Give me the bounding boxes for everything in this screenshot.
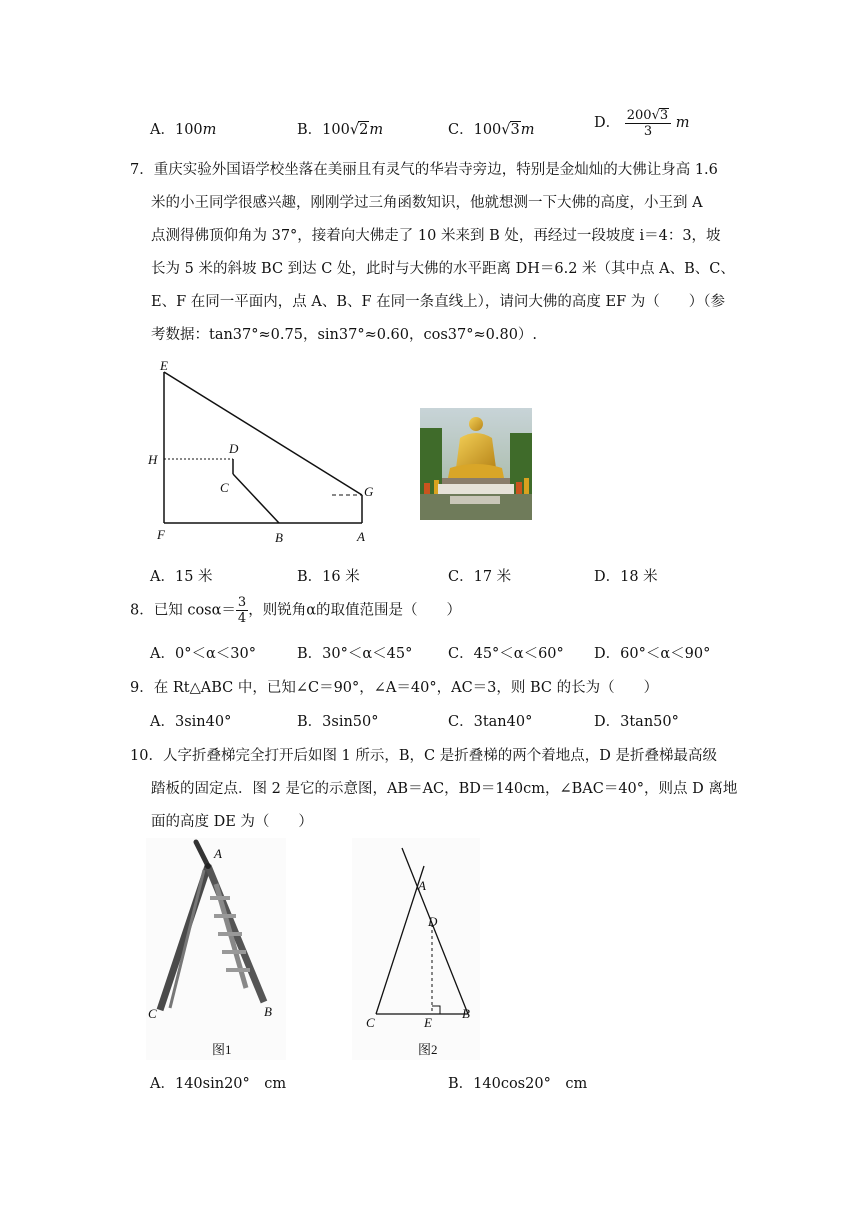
q6-option-d: D． $\frac{200√3}{3}$ m xyxy=(594,108,690,139)
q7-option-a: A．15 米 xyxy=(150,569,213,585)
q7-label-c: C xyxy=(220,480,229,495)
fig2-caption: 图2 xyxy=(418,1042,438,1057)
q8-option-b: B．30°＜α＜45° xyxy=(297,646,413,662)
q7-option-d: D．18 米 xyxy=(594,569,658,585)
ladder-figure-1 xyxy=(146,838,286,1060)
q8-fraction: $\frac{3}{4}$ xyxy=(237,595,247,626)
q7-line-1: 7．重庆实验外国语学校坐落在美丽且有灵气的华岩寺旁边，特别是金灿灿的大佛让身高 1.6 xyxy=(130,162,718,178)
fig1-caption: 图1 xyxy=(212,1042,232,1057)
q7-line-3: 点测得佛顶仰角为 37°，接着向大佛走了 10 米来到 B 处，再经过一段坡度 i＝4：3，坡 xyxy=(151,228,721,244)
fig1-label-c: C xyxy=(148,1006,157,1021)
q7-line-2: 米的小王同学很感兴趣，刚刚学过三角函数知识，他就想测一下大佛的高度，小王到 A xyxy=(151,195,703,211)
fig2-label-a: A xyxy=(418,878,426,893)
q7-label-f: F xyxy=(157,527,165,542)
fig2-label-c: C xyxy=(366,1015,375,1030)
fig2-label-e: E xyxy=(424,1015,432,1030)
q10-line-2: 踏板的固定点．图 2 是它的示意图，AB＝AC，BD＝140cm，∠BAC＝40°，则点 D 离地 xyxy=(151,781,738,797)
q6-option-a: A．100m xyxy=(150,122,217,138)
q6-option-c: C．100√3m xyxy=(448,122,535,138)
q7-option-b: B．16 米 xyxy=(297,569,360,585)
q9-option-c: C．3tan40° xyxy=(448,714,533,730)
q10-option-b: B．140cos20° cm xyxy=(448,1076,588,1092)
q8-option-c: C．45°＜α＜60° xyxy=(448,646,564,662)
q7-label-g: G xyxy=(364,484,374,499)
q6-option-b: B．100√2m xyxy=(297,122,384,138)
fig1-label-b: B xyxy=(264,1004,272,1019)
fig2-label-b: B xyxy=(462,1006,470,1021)
q7-option-c: C．17 米 xyxy=(448,569,512,585)
q7-label-d: D xyxy=(229,441,239,456)
q7-label-e: E xyxy=(160,358,168,373)
q7-line-5: E、F 在同一平面内，点 A、B、F 在同一条直线上），请问大佛的高度 EF 为（ ）（参 xyxy=(151,294,726,310)
q7-label-b: B xyxy=(275,530,283,545)
fig1-label-a: A xyxy=(214,846,222,861)
q7-line-6: 考数据：tan37°≈0.75，sin37°≈0.60，cos37°≈0.80）. xyxy=(151,327,538,343)
q10-line-3: 面的高度 DE 为（ ） xyxy=(151,814,313,830)
q10-option-a: A．140sin20° cm xyxy=(150,1076,287,1092)
ladder-figure-2 xyxy=(352,838,480,1060)
q7-line-4: 长为 5 米的斜坡 BC 到达 C 处，此时与大佛的水平距离 DH＝6.2 米（其中点 A、B、C、 xyxy=(151,261,735,277)
q10-line-1: 10．人字折叠梯完全打开后如图 1 所示，B，C 是折叠梯的两个着地点，D 是折叠梯最高级 xyxy=(130,748,717,764)
fig2-label-d: D xyxy=(428,914,438,929)
q8-option-a: A．0°＜α＜30° xyxy=(150,646,256,662)
q9-stem: 9．在 Rt△ABC 中，已知∠C＝90°，∠A＝40°，AC＝3，则 BC 的长为（ ） xyxy=(130,680,659,696)
q7-label-h: H xyxy=(148,452,158,467)
q7-label-a: A xyxy=(357,529,365,544)
q9-option-d: D．3tan50° xyxy=(594,714,679,730)
q6-option-d-fraction: $\frac{200√3}{3}$ xyxy=(625,108,671,138)
buddha-statue-photo xyxy=(420,408,532,520)
q7-geometry-figure xyxy=(146,356,376,548)
q8-option-d: D．60°＜α＜90° xyxy=(594,646,711,662)
q9-option-a: A．3sin40° xyxy=(150,714,232,730)
q8-stem: 8．已知 cosα＝ $\frac{3}{4}$ ，则锐角α的取值范围是（ ） xyxy=(130,595,461,626)
q9-option-b: B．3sin50° xyxy=(297,714,379,730)
